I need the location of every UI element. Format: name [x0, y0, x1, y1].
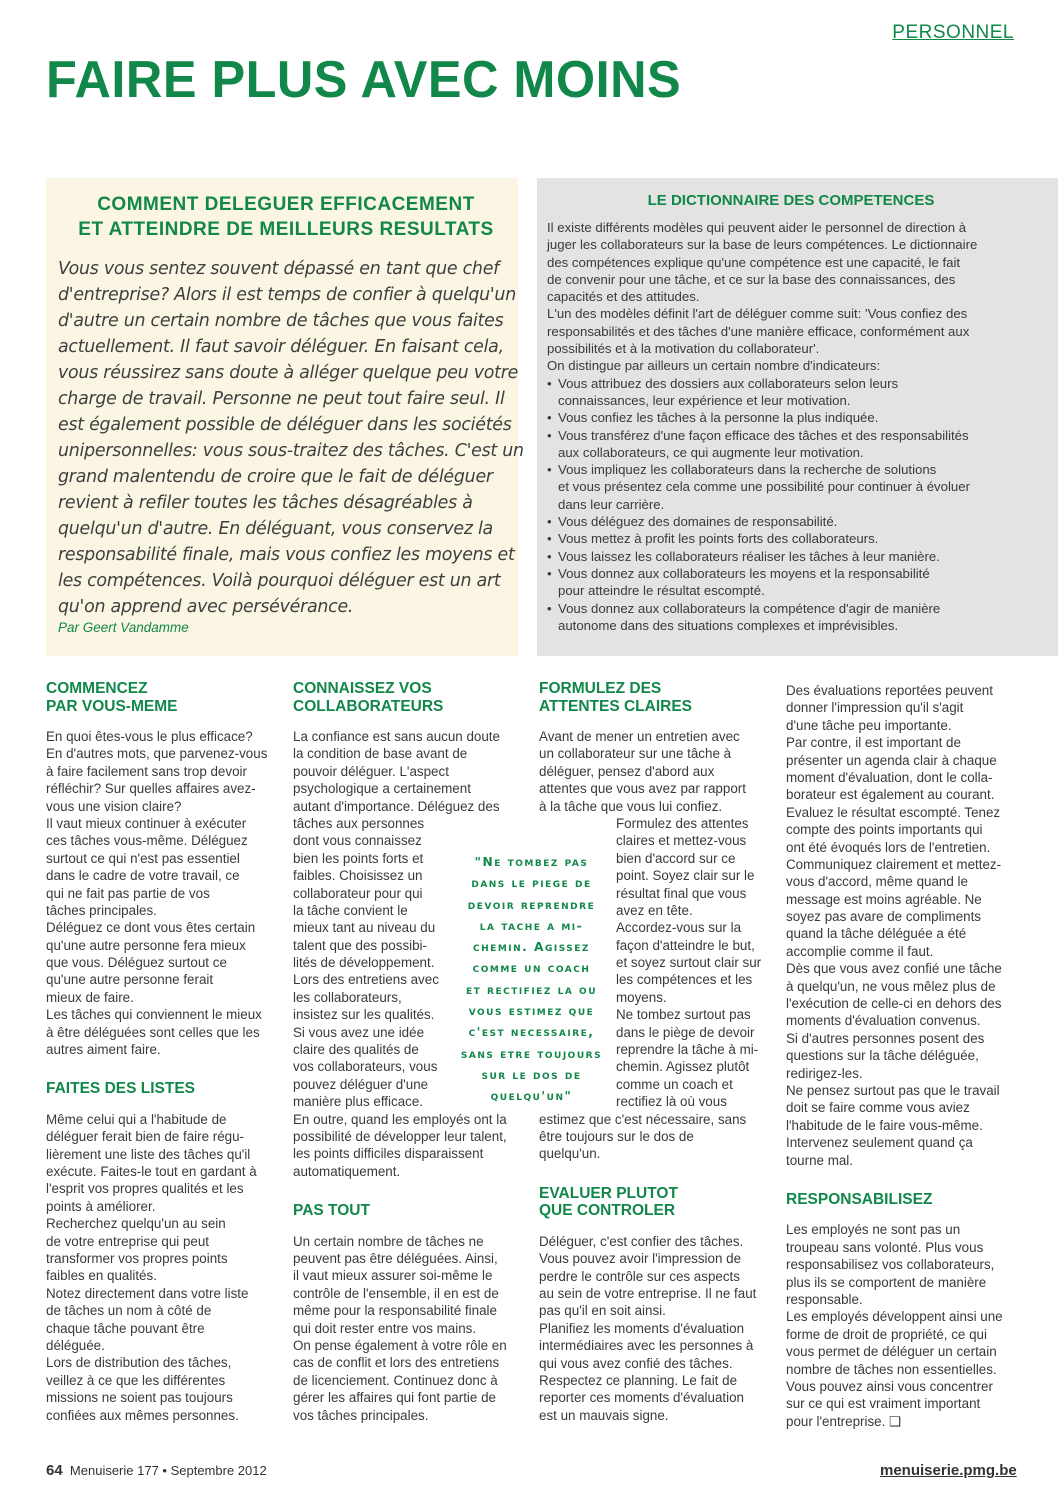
text-line: vous d'accord, même quand le: [786, 874, 968, 890]
dictionary-bullet: [547, 375, 1022, 410]
text-line: même pour la responsabilité finale: [293, 1303, 497, 1319]
text-line: En d'autres mots, que parvenez-vous: [46, 746, 268, 762]
text-line: dont vous connaissez: [293, 833, 422, 849]
text-line: présenter un agenda clair à chaque: [786, 752, 997, 768]
text-line: les collaborateurs,: [293, 989, 402, 1005]
text-line: déléguer ferait bien de faire régu-: [46, 1129, 245, 1145]
heading-line: FAITES DES LISTES: [46, 1080, 195, 1098]
dictionary-line: juger les collaborateurs sur la base de leurs compétences. Le dictionnaire: [547, 237, 978, 253]
paragraph: [46, 728, 276, 1058]
bullet-line: autonome dans des situations complexes et imprévisibles.: [558, 617, 899, 633]
text-line: à faire facilement sans trop devoir: [46, 763, 247, 779]
heading-line: COLLABORATEURS: [293, 697, 444, 715]
bullet-icon: •: [547, 462, 552, 478]
bullet-icon: •: [547, 531, 552, 547]
text-line: rectifiez là où vous: [616, 1094, 727, 1110]
text-line: Dès que vous avez confié une tâche: [786, 961, 1002, 977]
text-line: donner l'impression qu'il s'agit: [786, 700, 964, 716]
dictionary-bullet: [547, 427, 1022, 462]
text-line: reporter ces moments d'évaluation: [539, 1390, 745, 1406]
text-line: il vaut mieux assurer soi-même le: [293, 1268, 493, 1284]
column-3: [539, 680, 769, 1424]
intro-heading: [66, 192, 506, 242]
text-line: lièrement une liste des tâches qu'il: [46, 1146, 251, 1162]
text-line: Formulez des attentes: [616, 815, 749, 831]
text-line: c'est necessaire,: [468, 1025, 595, 1040]
bullet-line: connaissances, leur expérience et leur motivation.: [558, 392, 851, 408]
dictionary-line: responsabilités et des tâches d'une manière efficace, conformément aux: [547, 323, 970, 339]
bullet-icon: •: [547, 565, 552, 581]
text-line: vous permet de déléguer un certain: [786, 1344, 997, 1360]
text-line: Notez directement dans votre liste: [46, 1285, 249, 1301]
text-line: autres aiment faire.: [46, 1042, 161, 1058]
text-line: Si d'autres personnes posent des: [786, 1030, 985, 1046]
text-line: résultat final que vous: [616, 885, 747, 901]
text-line: pas qu'il en soit ainsi.: [539, 1303, 666, 1319]
intro-heading-line: COMMENT DELEGUER EFFICACEMENT: [97, 194, 475, 215]
text-line: estimez que c'est nécessaire, sans: [539, 1111, 747, 1127]
text-line: cas de conflit et lors des entretiens: [293, 1355, 500, 1371]
bullet-line: Vous donnez aux collaborateurs les moyens et la responsabilité: [558, 565, 930, 581]
text-line: Un certain nombre de tâches ne: [293, 1233, 484, 1249]
text-line: Lors des entretiens avec: [293, 972, 439, 988]
text-line: talent que des possibi-: [293, 937, 427, 953]
text-line: être toujours sur le dos de: [539, 1128, 694, 1144]
bullet-line: Vous attribuez des dossiers aux collaborateurs selon leurs: [558, 375, 899, 391]
text-line: d'une tâche peu importante.: [786, 717, 952, 733]
text-line: claire des qualités de: [293, 1042, 419, 1058]
heading-line: ATTENTES CLAIRES: [539, 697, 692, 715]
intro-line: grand malentendu de croire que le fait de déléguer: [58, 467, 493, 487]
text-line: Par contre, il est important de: [786, 735, 961, 751]
column-4: [786, 682, 1016, 1430]
text-line: à quelqu'un, ne vous mêlez plus de: [786, 978, 996, 994]
section-heading-pas-tout: [293, 1202, 523, 1220]
heading-line: CONNAISSEZ VOS: [293, 680, 432, 697]
heading-line: PAR VOUS-MEME: [46, 697, 178, 715]
text-line: qui doit rester entre vos mains.: [293, 1320, 477, 1336]
text-line: mieux de faire.: [46, 989, 134, 1005]
section-label: PERSONNEL: [892, 22, 1014, 43]
text-line: tâches aux personnes: [293, 815, 425, 831]
heading-line: FORMULEZ DES: [539, 680, 662, 697]
text-line: exécute. Faites-le tout en gardant à: [46, 1164, 257, 1180]
text-line: La confiance est sans aucun doute: [293, 729, 500, 744]
text-line: message est moins agréable. Ne: [786, 891, 982, 907]
text-line: que vous. Déléguez surtout ce: [46, 955, 227, 971]
text-line: la tache a mi-: [479, 918, 584, 933]
text-line: dans le cadre de votre travail, ce: [46, 868, 240, 884]
intro-line: actuellement. Il faut savoir déléguer. En faisant cela,: [58, 337, 504, 357]
intro-line: les compétences. Voilà pourquoi déléguer est un art: [58, 571, 501, 591]
text-line: quand la tâche déléguée a été: [786, 926, 967, 942]
text-line: chemin. Agissez: [473, 940, 590, 955]
paragraph: [293, 1233, 523, 1424]
footer-page-info: [46, 1462, 267, 1479]
intro-line: d'autre un certain nombre de tâches que vous faites: [58, 311, 504, 331]
paragraph: [786, 1221, 1016, 1430]
text-line: déléguer, pensez d'abord aux: [539, 763, 715, 779]
text-line: chaque tâche pouvant être: [46, 1320, 205, 1336]
bullet-line: Vous donnez aux collaborateurs la compétence d'agir de manière: [558, 600, 941, 616]
text-line: mieux tant au niveau du: [293, 920, 436, 936]
dictionary-line: possibilités et à la motivation du collaborateur'.: [547, 341, 820, 357]
intro-heading-line: ET ATTEINDRE DE MEILLEURS RESULTATS: [78, 219, 494, 240]
text-line: moments d'évaluation convenus.: [786, 1013, 981, 1029]
text-line: automatiquement.: [293, 1163, 401, 1179]
text-line: vous une vision claire?: [46, 798, 182, 814]
text-line: chemin. Agissez plutôt: [616, 1059, 750, 1075]
text-line: transformer vos propres points: [46, 1251, 228, 1267]
text-line: comme un coach: [472, 961, 591, 976]
intro-line: unipersonnelles: vous sous-traitez des tâches. C'est un: [58, 441, 524, 461]
text-line: bien les points forts et: [293, 850, 424, 866]
text-line: ces tâches vous-même. Déléguez: [46, 833, 248, 849]
text-line: qu'une autre personne fera mieux: [46, 937, 246, 953]
dictionary-bullet: [547, 565, 1022, 600]
text-line: Avant de mener un entretien avec: [539, 729, 740, 744]
intro-line: Vous vous sentez souvent dépassé en tant que chef: [58, 259, 500, 279]
bullet-icon: •: [547, 375, 552, 391]
text-line: On pense également à votre rôle en: [293, 1338, 507, 1353]
text-line: Vous pouvez avoir l'impression de: [539, 1251, 742, 1267]
intro-line: quelqu'un d'autre. En déléguant, vous conservez la: [58, 519, 493, 539]
text-line: de votre entreprise qui peut: [46, 1233, 210, 1249]
text-line: devoir reprendre: [467, 897, 596, 912]
intro-line: responsabilité finale, mais vous confiez les moyens et: [58, 545, 515, 565]
text-line: quelqu'un": [490, 1089, 573, 1104]
intro-line: revient à refiler toutes les tâches désagréables à: [58, 493, 473, 513]
text-line: bien d'accord sur ce: [616, 850, 736, 866]
section-heading-responsabilisez: [786, 1191, 1016, 1209]
bullet-line: et vous présentez cela comme une possibilité pour continuer à évoluer: [558, 479, 970, 495]
text-line: de licenciement. Continuez donc à: [293, 1372, 498, 1388]
bullet-line: aux collaborateurs, ce qui augmente leur motivation.: [558, 444, 864, 460]
text-line: pouvoir déléguer. L'aspect: [293, 763, 449, 779]
dictionary-bullet: [547, 530, 1022, 547]
text-line: Déléguez ce dont vous êtes certain: [46, 920, 256, 936]
section-heading-listes: [46, 1080, 276, 1098]
text-line: les compétences et les: [616, 972, 753, 988]
text-line: point. Soyez clair sur le: [616, 868, 755, 884]
text-line: vous estimez que: [468, 1004, 595, 1019]
text-line: Communiquez clairement et mettez-: [786, 856, 1002, 872]
text-line: à être déléguées sont celles que les: [46, 1024, 260, 1040]
text-line: nombre de tâches non essentielles.: [786, 1361, 997, 1377]
text-line: claires et mettez-vous: [616, 833, 747, 849]
bullet-line: Vous transférez d'une façon efficace des tâches et des responsabilités: [558, 427, 969, 443]
text-line: Les employés développent ainsi une: [786, 1309, 1003, 1325]
intro-line: qu'on apprend avec persévérance.: [58, 597, 354, 617]
text-line: Respectez ce planning. Le fait de: [539, 1372, 738, 1388]
bullet-line: Vous confiez les tâches à la personne la plus indiquée.: [558, 410, 879, 426]
text-line: ont été évoqués lors de l'entretien.: [786, 839, 991, 855]
bullet-line: Vous impliquez les collaborateurs dans la recherche de solutions: [558, 462, 937, 478]
bullet-line: Vous mettez à profit les points forts des collaborateurs.: [558, 531, 879, 547]
text-line: peuvent pas être déléguées. Ainsi,: [293, 1251, 498, 1267]
text-line: doit se faire comme vous aviez: [786, 1100, 970, 1116]
dictionary-line: L'un des modèles définit l'art de déléguer comme suit: 'Vous confiez des: [547, 306, 968, 322]
intro-line: d'entreprise? Alors il est temps de confier à quelqu'un: [58, 285, 516, 305]
bullet-icon: •: [547, 427, 552, 443]
dictionary-line: des compétences explique qu'une compétence est une capacité, le fait: [547, 254, 961, 270]
text-line: Recherchez quelqu'un au sein: [46, 1216, 226, 1232]
dictionary-line: de convenir pour une tâche, et ce sur la base des connaissances, des: [547, 271, 956, 287]
intro-line: est également possible de déléguer dans les sociétés: [58, 415, 512, 435]
text-line: Ne tombez surtout pas: [616, 1007, 751, 1023]
text-line: insistez sur les qualités.: [293, 1007, 435, 1023]
section-heading-evaluer: [539, 1185, 769, 1220]
heading-line: COMMENCEZ: [46, 680, 148, 697]
paragraph: [539, 1111, 769, 1163]
text-line: la condition de base avant de: [293, 746, 468, 762]
text-line: veillez à ce que les différentes: [46, 1372, 226, 1388]
text-line: troupeau sans volonté. Plus vous: [786, 1239, 984, 1255]
text-line: compte des points importants qui: [786, 822, 983, 838]
text-line: et rectifiez la ou: [465, 982, 598, 997]
dictionary-body: [547, 219, 1022, 634]
text-line: les points difficiles disparaissent: [293, 1146, 484, 1162]
heading-line: EVALUER PLUTOT: [539, 1184, 678, 1202]
dictionary-line: On distingue par ailleurs un certain nombre d'indicateurs:: [547, 358, 881, 374]
text-line: quelqu'un.: [539, 1146, 601, 1162]
text-line: tâches principales.: [46, 902, 157, 918]
text-line: pouvez déléguer d'une: [293, 1076, 429, 1092]
text-line: vos tâches principales.: [293, 1407, 429, 1423]
dictionary-bullet: [547, 600, 1022, 635]
text-line: moment d'évaluation, dont le colla-: [786, 769, 993, 785]
section-heading-collaborateurs: [293, 680, 523, 715]
text-line: au sein de votre entreprise. Il ne faut: [539, 1285, 757, 1301]
text-line: qui vous avez confié des tâches.: [539, 1355, 733, 1371]
text-line: Même celui qui a l'habitude de: [46, 1111, 227, 1127]
text-line: l'exécution de celle-ci en dehors des: [786, 996, 1002, 1012]
text-line: questions sur la tâche déléguée,: [786, 1048, 979, 1064]
heading-line: QUE CONTROLER: [539, 1202, 676, 1220]
paragraph: [539, 1233, 769, 1424]
dictionary-bullet: [547, 513, 1022, 530]
text-line: sans etre toujours: [460, 1046, 603, 1061]
paragraph: [539, 728, 769, 815]
text-line: psychologique a certainement: [293, 781, 471, 797]
text-line: collaborateur pour qui: [293, 885, 423, 901]
text-line: faibles. Choisissez un: [293, 868, 423, 884]
text-line: contrôle de l'ensemble, il en est de: [293, 1285, 499, 1301]
intro-line: vous réussirez sans doute à alléger quelque peu votre: [58, 363, 519, 383]
bullet-line: Vous laissez les collaborateurs réaliser les tâches à leur manière.: [558, 548, 940, 564]
text-line: sur le dos de: [481, 1067, 582, 1082]
text-line: un collaborateur sur une tâche à: [539, 746, 732, 762]
intro-text: [58, 256, 524, 620]
dictionary-bullet: [547, 548, 1022, 565]
text-line: intermédiaires avec les personnes à: [539, 1338, 754, 1354]
page-number: 64: [46, 1462, 63, 1479]
text-line: et soyez surtout clair sur: [616, 955, 762, 971]
text-line: la tâche convient le: [293, 902, 408, 918]
text-line: Des évaluations reportées peuvent: [786, 683, 993, 698]
paragraph: [786, 682, 1016, 1169]
text-line: Accordez-vous sur la: [616, 920, 742, 936]
text-line: points à améliorer.: [46, 1198, 156, 1214]
text-line: Vous pouvez ainsi vous concentrer: [786, 1378, 993, 1394]
text-line: Déléguer, c'est confier des tâches.: [539, 1233, 744, 1249]
text-line: responsabilisez vos collaborateurs,: [786, 1257, 995, 1273]
text-line: façon d'atteindre le but,: [616, 937, 755, 953]
text-line: Les tâches qui conviennent le mieux: [46, 1007, 262, 1023]
text-line: de tâches un nom à côté de: [46, 1303, 212, 1319]
text-line: confiées aux mêmes personnes.: [46, 1407, 239, 1423]
column-1: [46, 680, 276, 1424]
bullet-icon: •: [547, 514, 552, 530]
intro-line: charge de travail. Personne ne peut tout faire seul. Il: [58, 389, 505, 409]
text-line: gérer les affaires qui font partie de: [293, 1390, 496, 1406]
text-line: forme de droit de propriété, ce qui: [786, 1326, 987, 1342]
bullet-line: Vous déléguez des domaines de responsabilité.: [558, 514, 838, 530]
dictionary-heading: LE DICTIONNAIRE DES COMPETENCES: [647, 192, 935, 209]
text-line: En outre, quand les employés ont la: [293, 1111, 507, 1127]
text-line: l'esprit vos propres qualités et les: [46, 1181, 244, 1197]
bullet-icon: •: [547, 410, 552, 426]
bullet-icon: •: [547, 548, 552, 564]
text-line: Il vaut mieux continuer à exécuter: [46, 815, 247, 831]
text-line: Evaluez le résultat escompté. Tenez: [786, 804, 1001, 820]
heading-line: RESPONSABILISEZ: [786, 1190, 933, 1208]
text-line: comme un coach et: [616, 1076, 733, 1092]
text-line: accomplie comme il faut.: [786, 943, 934, 959]
text-line: perdre le contrôle sur ces aspects: [539, 1268, 740, 1284]
text-line: surtout ce qui n'est pas essentiel: [46, 850, 240, 866]
section-heading-commencez: [46, 680, 276, 715]
text-line: vos collaborateurs, vous: [293, 1059, 438, 1075]
bullet-icon: •: [547, 600, 552, 616]
text-line: dans le piège de devoir: [616, 1024, 755, 1040]
paragraph-narrow: [539, 815, 769, 1111]
text-line: En quoi êtes-vous le plus efficace?: [46, 729, 253, 744]
text-line: "Ne tombez pas: [474, 855, 589, 869]
text-line: pour l'entreprise. ❑: [786, 1413, 902, 1429]
text-line: attentes que vous avez par rapport: [539, 781, 746, 797]
text-line: reprendre la tâche à mi-: [616, 1042, 759, 1058]
bullet-line: pour atteindre le résultat escompté.: [558, 583, 765, 599]
text-line: moyens.: [616, 989, 667, 1005]
text-line: Ne pensez surtout pas que le travail: [786, 1082, 1000, 1098]
text-line: responsable.: [786, 1292, 863, 1307]
text-line: qu'une autre personne ferait: [46, 972, 214, 988]
text-line: déléguée.: [46, 1338, 105, 1353]
section-heading-attentes: [539, 680, 769, 715]
text-line: manière plus efficace.: [293, 1094, 424, 1110]
dictionary-line: Il existe différents modèles qui peuvent aider le personnel de direction à: [547, 220, 967, 235]
text-line: réfléchir? Sur quelles affaires avez-: [46, 781, 256, 797]
page-title: FAIRE PLUS AVEC MOINS: [46, 51, 682, 109]
text-line: Intervenez seulement quand ça: [786, 1135, 973, 1151]
text-line: l'habitude de le faire vous-même.: [786, 1117, 983, 1133]
text-line: soyez pas avare de compliments: [786, 909, 982, 925]
bullet-line: dans leur carrière.: [558, 496, 665, 512]
text-line: autant d'importance. Déléguez des: [293, 798, 500, 814]
text-line: Si vous avez une idée: [293, 1024, 425, 1040]
text-line: borateur est également au courant.: [786, 787, 995, 803]
website-link[interactable]: menuiserie.pmg.be: [880, 1462, 1017, 1479]
text-line: tourne mal.: [786, 1152, 853, 1168]
author-byline: Par Geert Vandamme: [58, 620, 189, 635]
text-line: plus ils se comportent de manière: [786, 1274, 987, 1290]
text-line: Lors de distribution des tâches,: [46, 1355, 232, 1371]
dictionary-bullet: [547, 409, 1022, 426]
text-line: missions ne soient pas toujours: [46, 1390, 233, 1406]
text-line: lités de développement.: [293, 955, 435, 971]
text-line: redirigez-les.: [786, 1065, 863, 1081]
text-line: avez en tête.: [616, 902, 693, 918]
text-line: dans le piege de: [471, 876, 592, 891]
text-line: à la tâche que vous lui confiez.: [539, 798, 723, 814]
text-line: sur ce qui est vraiment important: [786, 1396, 981, 1412]
text-line: est un mauvais signe.: [539, 1407, 669, 1423]
dictionary-bullet: [547, 461, 1022, 513]
text-line: Planifiez les moments d'évaluation: [539, 1320, 745, 1336]
issue-info: Menuiserie 177 • Septembre 2012: [69, 1463, 267, 1478]
text-line: possibilité de développer leur talent,: [293, 1128, 507, 1144]
text-line: qui ne fait pas partie de vos: [46, 885, 210, 901]
dictionary-line: capacités et des attitudes.: [547, 289, 700, 305]
text-line: faibles en qualités.: [46, 1268, 157, 1284]
heading-line: PAS TOUT: [293, 1202, 370, 1220]
paragraph: [46, 1111, 276, 1424]
text-line: Les employés ne sont pas un: [786, 1222, 961, 1238]
